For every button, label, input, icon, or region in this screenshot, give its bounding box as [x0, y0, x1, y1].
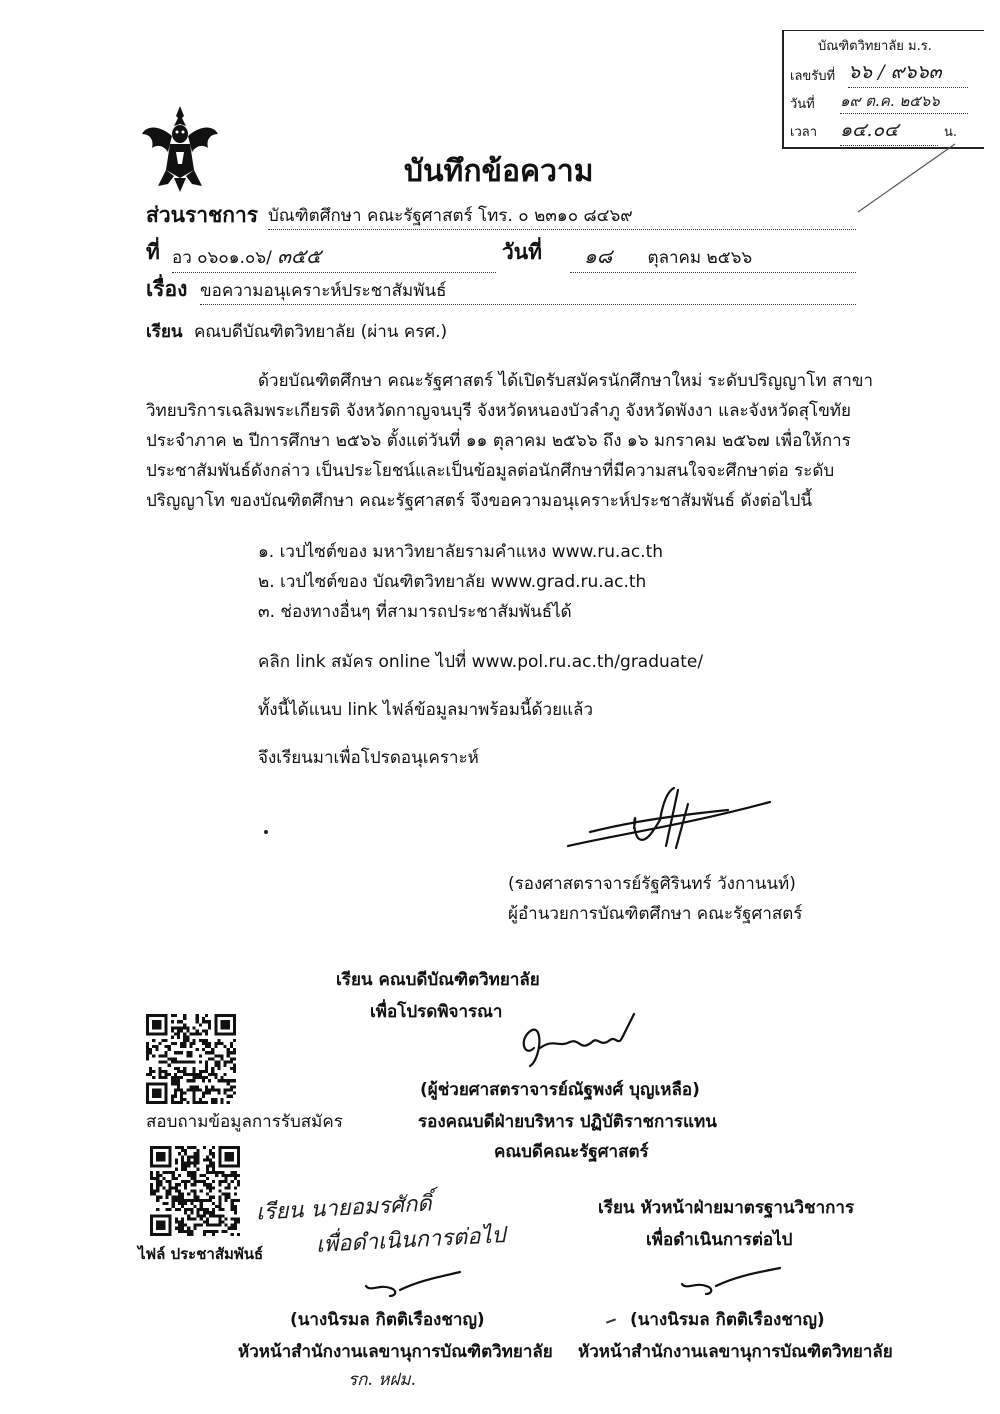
list-item: ๓. ช่องทางอื่นๆ ที่สามารถประชาสัมพันธ์ได้: [258, 602, 572, 622]
subject-value: ขอความอนุเคราะห์ประชาสัมพันธ์: [200, 277, 856, 305]
endorse-right-title: หัวหน้าสำนักงานเลขานุการบัณฑิตวิทยาลัย: [578, 1342, 893, 1362]
director-title: ผู้อำนวยการบัณฑิตศึกษา คณะรัฐศาสตร์: [508, 904, 803, 924]
ref-value: [172, 240, 496, 273]
closing-text: จึงเรียนมาเพื่อโปรดอนุเคราะห์: [258, 748, 479, 768]
body-line: ประชาสัมพันธ์ดังกล่าว เป็นประโยชน์และเป็นข้อมูลต่อนักศึกษาที่มีความสนใจจะศึกษาต่อ ระดับ: [146, 461, 835, 481]
pen-mark: [606, 1318, 616, 1323]
stamp-recv-no: ๖๖ / ๙๖๖๓: [848, 57, 968, 88]
date-value: [570, 240, 856, 273]
scan-speck: [264, 830, 268, 834]
endorse-right-purpose: เพื่อดำเนินการต่อไป: [646, 1230, 793, 1250]
director-name: (รองศาสตราจารย์รัฐศิรินทร์ วังกานนท์): [508, 874, 796, 894]
ref-handwritten: ๓๕๕: [277, 244, 322, 268]
body-line: ด้วยบัณฑิตศึกษา คณะรัฐศาสตร์ ได้เปิดรับสมัครนักศึกษาใหม่ ระดับปริญญาโท สาขา: [258, 371, 874, 391]
qr-code-inquiry-icon[interactable]: [146, 1014, 236, 1108]
qr-code-file-icon[interactable]: [150, 1146, 240, 1240]
dept-label: ส่วนราชการ: [146, 203, 259, 227]
ref-label: ที่: [146, 240, 160, 264]
apply-link-text: คลิก link สมัคร online ไปที่ www.pol.ru.ac.th/graduate/: [258, 652, 704, 672]
subject-label: เรื่อง: [146, 277, 188, 301]
endorse1-title2: คณบดีคณะรัฐศาสตร์: [494, 1142, 649, 1162]
qr1-caption: สอบถามข้อมูลการรับสมัคร: [146, 1112, 343, 1132]
stamp-recv-label: เลขรับที่: [790, 69, 836, 84]
stamp-time-unit: น.: [944, 125, 958, 140]
stamp-date-label: วันที่: [790, 97, 815, 112]
date-label: วันที่: [502, 240, 542, 264]
endorse-right-name: (นางนิรมล กิตติเรืองชาญ): [630, 1310, 825, 1330]
body-line: ประจำภาค ๒ ปีการศึกษา ๒๕๖๖ ตั้งแต่วันที่ ๑๑ ตุลาคม ๒๕๖๖ ถึง ๑๖ มกราคม ๒๕๖๗ เพื่อให้การ: [146, 431, 851, 451]
endorse-left-extra: รก. หฝม.: [348, 1370, 417, 1390]
director-signature: [560, 786, 790, 866]
endorse1-name: (ผู้ช่วยศาสตราจารย์ณัฐพงศ์ บุญเหลือ): [420, 1080, 700, 1100]
stamp-date: ๑๙ ต.ค. ๒๕๖๖: [840, 89, 968, 114]
handwritten-note-line2: เพื่อดำเนินการต่อไป: [315, 1223, 507, 1258]
endorse1-to: เรียน คณบดีบัณฑิตวิทยาลัย: [336, 970, 540, 990]
endorse1-title1: รองคณบดีฝ่ายบริหาร ปฏิบัติราชการแทน: [418, 1112, 717, 1132]
salutation: [146, 318, 447, 345]
handwritten-note-line1: เรียน นายอมรศักดิ์: [255, 1191, 433, 1226]
body-paragraph: [146, 366, 876, 516]
endorse-left-title: หัวหน้าสำนักงานเลขานุการบัณฑิตวิทยาลัย: [238, 1342, 553, 1362]
stamp-org: บัณฑิตวิทยาลัย ม.ร.: [818, 39, 932, 54]
attachment-text: ทั้งนี้ได้แนบ link ไฟล์ข้อมูลมาพร้อมนี้ด้วยแล้ว: [258, 700, 594, 720]
endorse-left-name: (นางนิรมล กิตติเรืองชาญ): [290, 1310, 485, 1330]
endorse1-purpose: เพื่อโปรดพิจารณา: [370, 1002, 503, 1022]
receipt-stamp: [782, 30, 984, 149]
list-item: ๑. เวปไซต์ของ มหาวิทยาลัยรามคำแหง www.ru.ac.th: [258, 542, 664, 562]
date-handwritten: ๑๘: [584, 244, 613, 268]
secretary-signature-left: [360, 1266, 470, 1306]
stamp-time-label: เวลา: [790, 125, 818, 140]
stamp-time: ๑๔.๐๔: [840, 115, 938, 146]
secretary-signature-right: [676, 1262, 786, 1302]
memo-title: บันทึกข้อความ: [404, 154, 594, 189]
stamp-pen-mark: [850, 140, 960, 220]
endorse-right-to: เรียน หัวหน้าฝ่ายมาตรฐานวิชาการ: [598, 1198, 855, 1218]
dept-value: บัณฑิตศึกษา คณะรัฐศาสตร์ โทร. ๐ ๒๓๑๐ ๘๔๖๙: [268, 202, 856, 230]
ref-number: อว ๐๖๐๑.๐๖/: [172, 248, 272, 268]
body-line: วิทยบริการเฉลิมพระเกียรติ จังหวัดกาญจนบุรี จังหวัดหนองบัวลำภู จังหวัดพังงา และจังหวัดสุโขทัย: [146, 401, 851, 421]
body-line: ปริญญาโท ของบัณฑิตศึกษา คณะรัฐศาสตร์ จึงขอความอนุเคราะห์ประชาสัมพันธ์ ดังต่อไปนี้: [146, 491, 813, 511]
salutation-text: คณบดีบัณฑิตวิทยาลัย (ผ่าน ครศ.): [193, 322, 448, 342]
qr2-caption: ไฟล์ ประชาสัมพันธ์: [138, 1245, 264, 1263]
dean-representative-signature: [510, 1008, 650, 1072]
salutation-label: เรียน: [146, 322, 183, 342]
date-month-year: ตุลาคม ๒๕๖๖: [647, 248, 753, 268]
list-item: ๒. เวปไซต์ของ บัณฑิตวิทยาลัย www.grad.ru.ac.th: [258, 572, 647, 592]
garuda-emblem-icon: [140, 104, 220, 194]
